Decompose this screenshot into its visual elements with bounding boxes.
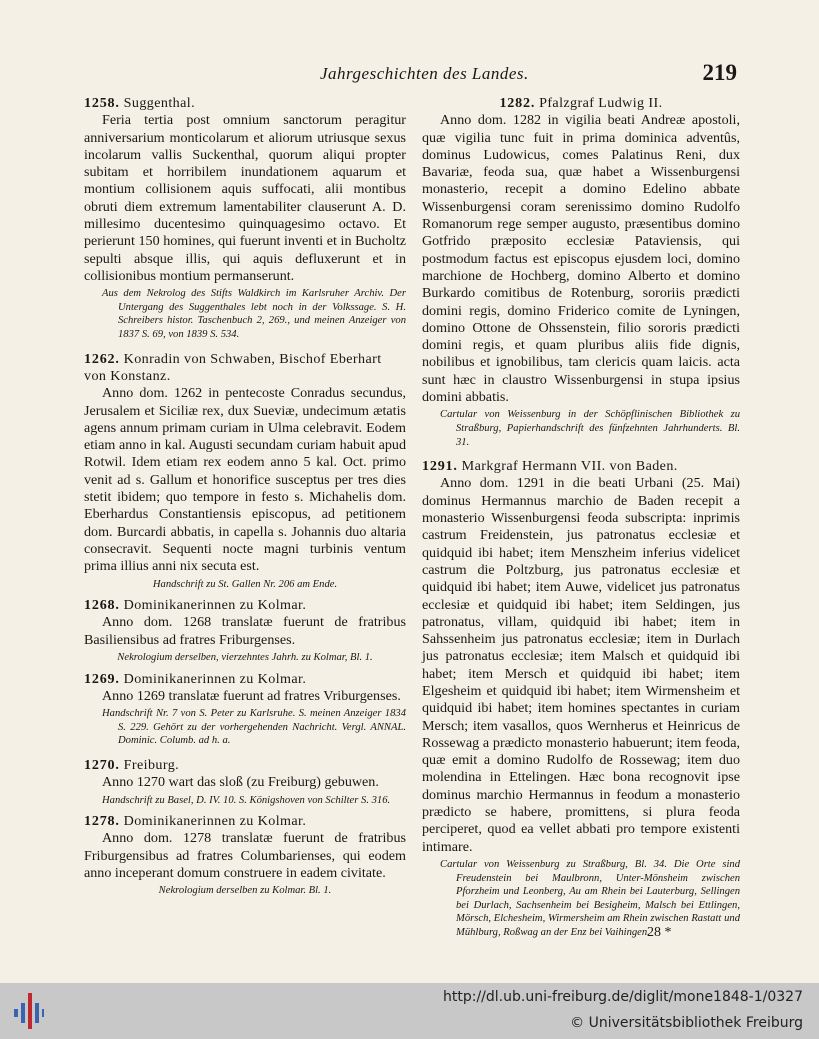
entry-year: 1270.: [84, 756, 120, 773]
running-title: Jahrgeschichten des Landes.: [320, 64, 529, 83]
entry-text: Anno dom. 1282 in vigilia beati Andreæ apostoli, quæ vigilia tunc fuit in prima dominica adventûs, dominus Ludowicus, comes Palatinus Reni, dux Bavariæ, feoda sua, quæ habet a Wissenburgensi monasterio, recepit a domino Edelino abbate Wissenburgensi coram serenissimo domino Rudolfo Romanorum rege semper augusto, præsentibus domino Gotfrido præposito ecclesiæ Pataviensis, qui postmodum factus est episcopus ejusdem loci, domino marchione de Hochberg, domino Alberto et domino Burkardo comitibus de Rotenburg, sororiis prædicti domini regis, domino Friderico comite de Lyningen, domino Ottone de Ohssenstein, filio sororis prædicti domini regis, et quam pluribus aliis fide dignis, nobilibus et ignobilibus, tam clericis quam laicis. acta sunt hæc in claustro Wissenburgensi in stupa ipsius domini abbatis.: [422, 112, 740, 406]
entry-year: 1278.: [84, 813, 120, 830]
source-note: Handschrift Nr. 7 von S. Peter zu Karlsruhe. S. meinen Anzeiger 1834 S. 229. Gehört zu der vorhergehenden Nachricht. Vergl. ANNAL. Dominic. Columb. ad h. a.: [102, 708, 406, 747]
entry-heading: [84, 95, 406, 112]
entry-title: Dominikanerinnen zu Kolmar.: [123, 597, 307, 614]
entry-heading: [84, 757, 406, 774]
entry-text: Anno dom. 1291 in die beati Urbani (25. Mai) dominus Hermannus marchio de Baden recepit a monasterio Wissenburgensi feoda subscripta: inprimis castrum Freidenstein, jus patronatus ecclesiæ et quidquid ibi habet; item Menszheim inferius videlicet castrum die Poltzburg, jus patronatus ecclesiæ et quidquid ibi habet; item Auwe, videlicet jus patronatus ecclesiæ et quidquid ibi habet; item Seldingen, jus patronatus, villam, quidquid ibi habet; item in Sahssenheim jus patronatus ecclesiæ; item in Durlach jus patronatus ecclesiæ; item Malsch et quidquid ibi habet; item Mersch et quidquid ibi habet; item Elgesheim et quidquid ibi habet; item Wirmensheim et quidquid ibi habet; item homines spectantes in curiam Mersch; item vasallos, quos Wernherus et Heinricus de Rossewag a prædicto monasterio habuerunt; item feoda, quæ emit a domino Rudolfo de Rossewag; item duo molendina in Ettelingen. Hæc bona recognovit ipse dominus marchio Hermannus in feodum a monasterio prædicto se habere, promittens, si plura feoda perciperet, quod ea vellet abbati pro tempore existenti intimare.: [422, 475, 740, 855]
viewer-footer: [0, 983, 819, 1039]
entry-heading: [84, 671, 406, 688]
right-column: [422, 95, 740, 940]
entry-title: Suggenthal.: [123, 95, 195, 111]
entry-heading: [84, 597, 406, 614]
running-head: [0, 62, 819, 92]
entry-year: 1291.: [422, 458, 458, 475]
entry-heading: [84, 813, 406, 830]
entry-title: Pfalzgraf Ludwig II.: [539, 95, 663, 111]
entry-text: Anno dom. 1278 translatæ fuerunt de fratribus Friburgensibus ad fratres Columbarienses, qui eodem anno inceperant domum construere in eadem civitate.: [84, 830, 406, 882]
entry-text: Anno 1269 translatæ fuerunt ad fratres Vriburgenses.: [102, 687, 401, 704]
entry-heading: [422, 458, 740, 475]
permalink-link[interactable]: http://dl.ub.uni-freiburg.de/diglit/mone1848-1/0327: [443, 989, 803, 1005]
entry-title: Konradin von Schwaben, Bischof Eberhart von Konstanz.: [84, 350, 382, 384]
entry-text: Anno 1270 wart das sloß (zu Freiburg) gebuwen.: [102, 774, 379, 791]
source-note: Aus dem Nekrolog des Stifts Waldkirch im Karlsruher Archiv. Der Untergang des Suggenthales lebt noch in der Volkssage. S. H. Schreibers histor. Taschenbuch 2, 269., und meinen Anzeiger von 1837 S. 69, von 1839 S. 534.: [102, 288, 406, 341]
entry-title: Markgraf Hermann VII. von Baden.: [461, 458, 678, 475]
source-note: Nekrologium derselben zu Kolmar. Bl. 1.: [158, 885, 332, 897]
entry-year: 1262.: [84, 350, 120, 367]
entry-heading: [422, 95, 740, 112]
entry-heading: [84, 351, 406, 386]
source-note: Handschrift zu Basel, D. IV. 10. S. Königshoven von Schilter S. 316.: [102, 794, 391, 806]
copyright-notice: © Universitätsbibliothek Freiburg: [570, 1015, 803, 1031]
left-column: [84, 95, 406, 898]
source-note: Cartular von Weissenburg in der Schöpflinischen Bibliothek zu Straßburg, Papierhandschrift des fünfzehnten Jahrhunderts. Bl. 31.: [440, 409, 740, 448]
library-logo-icon: [14, 989, 44, 1033]
entry-year: 1269.: [84, 670, 120, 687]
signature-mark: 28 *: [647, 925, 672, 940]
entry-text: Feria tertia post omnium sanctorum peragitur anniversarium monticolarum et aliorum utriusque sexus incolarum vallis Suckenthal, quorum aliqui propter subitam et horribilem inundationem aquarum et montium collisionem aquis suffocati, alii montibus obruti diem extremum lamentabiliter clauserunt A. D. millesimo ducentesimo quinquagesimo octavo. Et perierunt 150 homines, qui fuerunt inventi et in Bucholtz sepulti absque illis, qui aquis defluxerunt et in collisionibus montium permanserunt.: [84, 112, 406, 284]
entry-title: Dominikanerinnen zu Kolmar.: [123, 813, 307, 830]
entry-title: Freiburg.: [123, 756, 180, 773]
source-note: Cartular von Weissenburg zu Straßburg, Bl. 34. Die Orte sind Freudenstein bei Maulbronn, Unter-Mönsheim zwischen Pforzheim und Leonberg, Au am Rhein bei Lauterburg, Sellingen bei Durlach, Sachsenheim bei Besigheim, Malsch bei Ettlingen, Mörsch, Elchesheim, Wirmersheim am Rhein zwischen Rastatt und Mühlburg, Roßwag an der Enz bei Vaihingen.: [440, 858, 740, 938]
entry-year: 1282.: [499, 95, 536, 111]
source-note: Nekrologium derselben, vierzehntes Jahrh. zu Kolmar, Bl. 1.: [117, 651, 373, 663]
page-number: 219: [702, 60, 737, 85]
entry-title: Dominikanerinnen zu Kolmar.: [123, 670, 307, 687]
source-note: Handschrift zu St. Gallen Nr. 206 am Ende.: [152, 578, 338, 590]
entry-year: 1268.: [84, 597, 120, 614]
entry-text: Anno dom. 1262 in pentecoste Conradus secundus, Jerusalem et Siciliæ rex, dux Sueviæ, undecimum ætatis agens annum primam curiam in Ulma celebravit. Eodem etiam anno in kal. Augusti secundam curiam habuit apud Rotwil. Idem etiam rex eodem anno 5 kal. Oct. primo venit ad s. Gallum et honorifice susceptus per tres dies stetit ibidem; quo tempore in festo s. Michahelis dom. Eberhardus Constantiensis episcopus, ad petitionem dom. Burcardi abbatis, in capella s. Johannis duo altaria consecravit. Sequenti nocte magni turbinis ventum prima illius anni nix secuta est.: [84, 385, 406, 575]
entry-text: Anno dom. 1268 translatæ fuerunt de fratribus Basiliensibus ad fratres Friburgenses.: [84, 614, 406, 648]
entry-year: 1258.: [84, 95, 120, 111]
